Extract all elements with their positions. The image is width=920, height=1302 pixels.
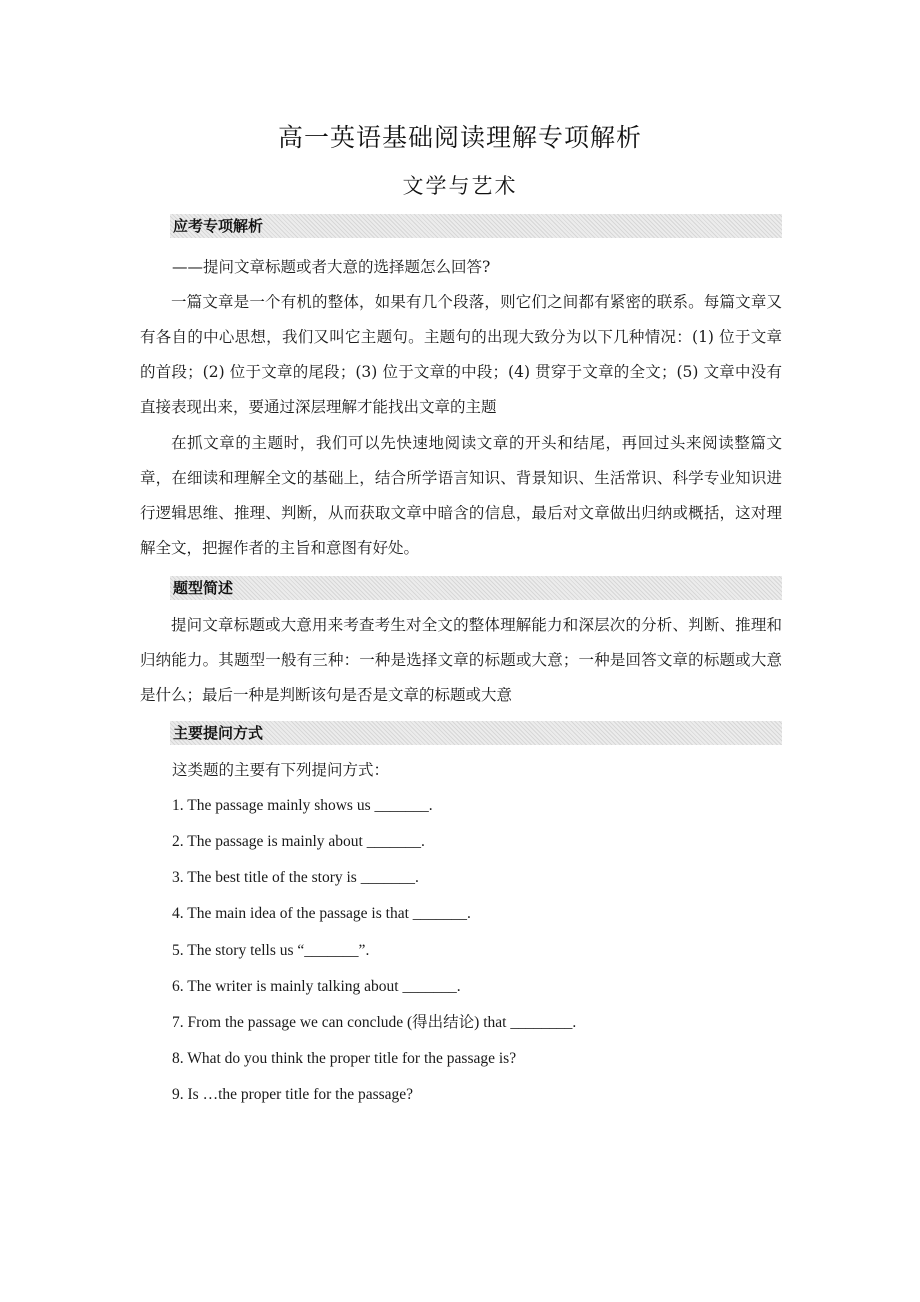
question-item: 9. Is …the proper title for the passage? [172,1086,414,1103]
question-item: 4. The main idea of the passage is that _______. [172,905,471,922]
question-item: 1. The passage mainly shows us _______. [172,797,433,814]
body-paragraph: 一篇文章是一个有机的整体，如果有几个段落，则它们之间都有紧密的联系。每篇文章又有各自的中心思想，我们又叫它主题句。主题句的出现大致分为以下几种情况：(1) 位于文章的首段；(2) 位于文章的尾段；(3) 位于文章的中段；(4) 贯穿于文章的全文；(5) 文章中没有直接表现出来，要通过深层理解才能找出文章的主题 [140,293,782,416]
document-title: 高一英语基础阅读理解专项解析 [277,123,642,152]
document-subtitle: 文学与艺术 [402,174,518,198]
section-heading-bar [170,576,782,600]
question-item: 7. From the passage we can conclude (得出结论) that ________. [172,1014,577,1031]
section-heading: 题型简述 [173,579,234,597]
question-item: 8. What do you think the proper title for the passage is? [172,1050,517,1067]
body-paragraph: 提问文章标题或大意用来考查考生对全文的整体理解能力和深层次的分析、判断、推理和归纳能力。其题型一般有三种：一种是选择文章的标题或大意；一种是回答文章的标题或大意是什么；最后一种是判断该句是否是文章的标题或大意 [140,616,782,704]
question-intro: 这类题的主要有下列提问方式： [172,761,390,779]
section-heading-bar [170,214,782,238]
section-lead: ——提问文章标题或者大意的选择题怎么回答? [172,258,491,276]
question-item: 3. The best title of the story is _______. [172,869,419,886]
question-item: 6. The writer is mainly talking about _______. [172,978,461,995]
question-item: 2. The passage is mainly about _______. [172,833,425,850]
body-paragraph: 在抓文章的主题时，我们可以先快速地阅读文章的开头和结尾，再回过头来阅读整篇文章，在细读和理解全文的基础上，结合所学语言知识、背景知识、生活常识、科学专业知识进行逻辑思维、推理、判断，从而获取文章中暗含的信息，最后对文章做出归纳或概括，这对理解全文，把握作者的主旨和意图有好处。 [140,434,782,557]
section-heading: 应考专项解析 [173,217,264,235]
question-item: 5. The story tells us “_______”. [172,942,370,959]
section-heading-bar [170,721,782,745]
section-heading: 主要提问方式 [173,724,264,742]
